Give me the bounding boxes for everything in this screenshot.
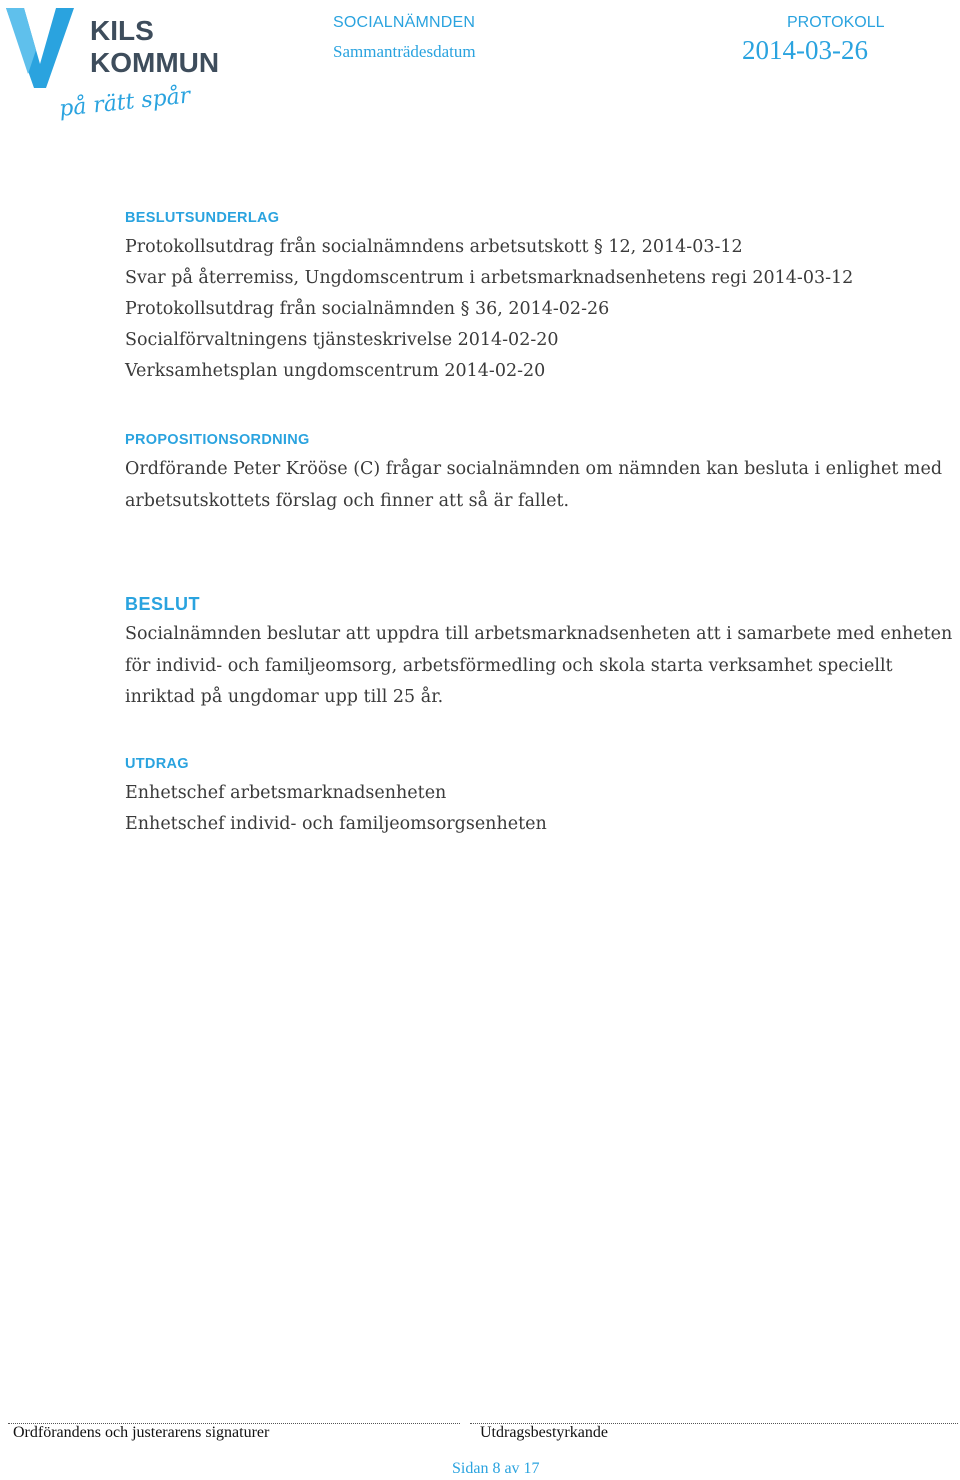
section-beslut	[125, 591, 955, 714]
section-beslutsunderlag	[125, 207, 955, 387]
list-item: Socialförvaltningens tjänsteskrivelse 2014-02-20	[125, 330, 559, 350]
section-utdrag	[125, 753, 955, 840]
section-heading: UTDRAG	[125, 755, 189, 772]
logo-line1: KILS	[90, 15, 154, 46]
section-text: Ordförande Peter Krööse (C) frågar socialnämnden om nämnden kan besluta i enlighet med arbetsutskottets förslag och finner att så är fallet.	[125, 459, 943, 511]
list-item: Enhetschef individ- och familjeomsorgsenheten	[125, 813, 547, 834]
section-text: Socialnämnden beslutar att uppdra till arbetsmarknadsenheten att i samarbete med enheten för individ- och familjeomsorg, arbetsförmedling och skola starta verksamhet speciellt inriktad på ungdomar upp till 25 år.	[125, 624, 953, 707]
logo-line2: KOMMUN	[90, 47, 220, 78]
signature-label: Ordförandens och justerarens signaturer	[13, 1424, 270, 1441]
section-heading: BESLUT	[125, 594, 200, 614]
list-item: Verksamhetsplan ungdomscentrum 2014-02-20	[125, 361, 546, 381]
list-item: Enhetschef arbetsmarknadsenheten	[125, 782, 447, 803]
section-heading: PROPOSITIONSORDNING	[125, 432, 310, 448]
certification-label: Utdragsbestyrkande	[480, 1424, 608, 1441]
list-item: Svar på återremiss, Ungdomscentrum i arbetsmarknadsenhetens regi 2014-03-12	[125, 268, 854, 288]
list-item: Protokollsutdrag från socialnämndens arbetsutskott § 12, 2014-03-12	[125, 237, 743, 257]
committee-name: SOCIALNÄMNDEN	[333, 14, 476, 31]
meeting-date-label: Sammanträdesdatum	[333, 42, 476, 61]
document-type: PROTOKOLL	[787, 14, 885, 31]
section-heading: BESLUTSUNDERLAG	[125, 210, 280, 226]
logo-slogan: på rätt spår	[58, 83, 192, 122]
section-propositionsordning	[125, 429, 955, 517]
kils-kommun-logo	[0, 0, 240, 140]
page-number: Sidan 8 av 17	[452, 1460, 540, 1477]
list-item: Protokollsutdrag från socialnämnden § 36, 2014-02-26	[125, 299, 610, 319]
meeting-date: 2014-03-26	[742, 35, 868, 65]
protocol-body	[125, 207, 955, 840]
